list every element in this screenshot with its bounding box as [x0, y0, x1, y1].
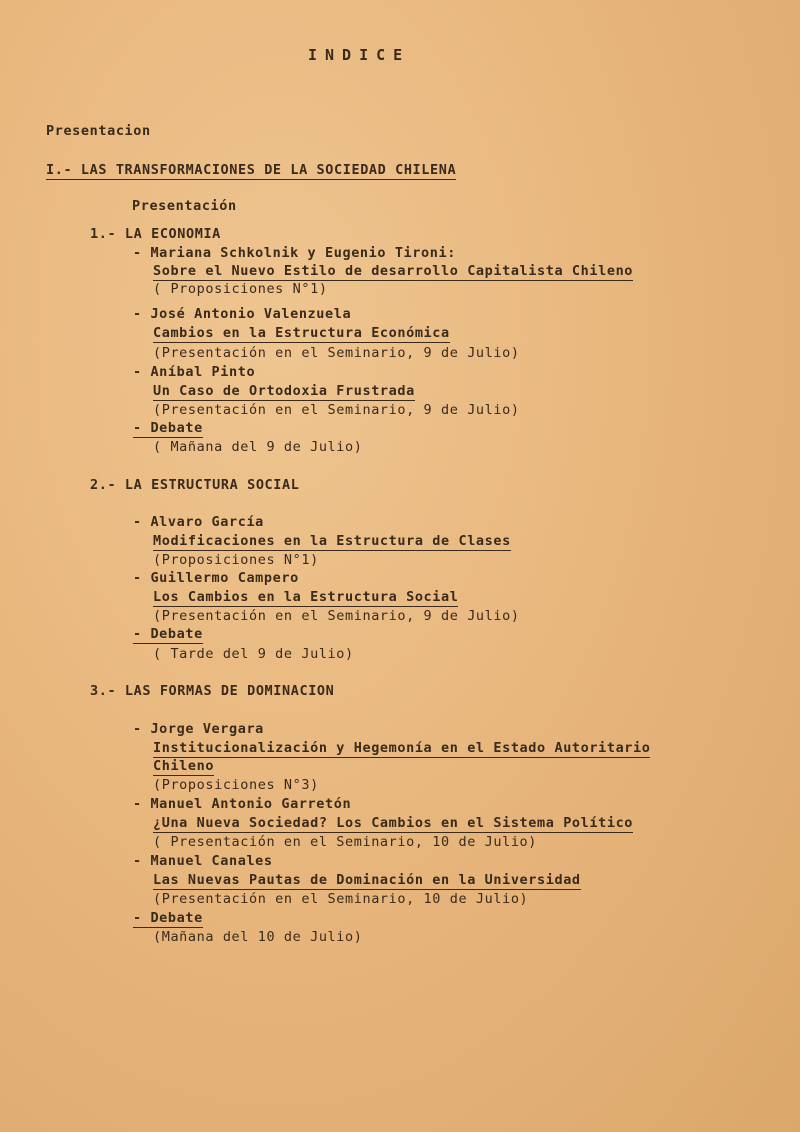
entry-author: - Debate: [133, 626, 203, 642]
entry-note: (Presentación en el Seminario, 10 de Julio): [153, 891, 529, 907]
entry-author: - Manuel Canales: [133, 853, 273, 869]
presentacion-heading: Presentacion: [46, 123, 151, 139]
entry-title: Institucionalización y Hegemonía en el Estado Autoritario: [153, 740, 651, 756]
entry-note: ( Mañana del 9 de Julio): [153, 439, 363, 455]
section1-heading: I.- LAS TRANSFORMACIONES DE LA SOCIEDAD CHILENA: [46, 162, 457, 178]
entry-note: ( Proposiciones N°1): [153, 281, 328, 297]
entry-author: - Aníbal Pinto: [133, 364, 256, 380]
section1-presentacion: Presentación: [132, 198, 237, 214]
entry-author: - Jorge Vergara: [133, 721, 264, 737]
entry-author: - Manuel Antonio Garretón: [133, 796, 352, 812]
entry-title: Las Nuevas Pautas de Dominación en la Universidad: [153, 872, 581, 888]
economia-heading: 1.- LA ECONOMIA: [90, 226, 221, 242]
entry-author: - Alvaro García: [133, 514, 264, 530]
entry-note: (Proposiciones N°3): [153, 777, 319, 793]
entry-author: - Debate: [133, 910, 203, 926]
entry-author: - Mariana Schkolnik y Eugenio Tironi:: [133, 245, 456, 261]
entry-note: (Presentación en el Seminario, 9 de Julio): [153, 402, 520, 418]
entry-title: Cambios en la Estructura Económica: [153, 325, 450, 341]
entry-title: ¿Una Nueva Sociedad? Los Cambios en el Sistema Político: [153, 815, 634, 831]
entry-title: Los Cambios en la Estructura Social: [153, 589, 459, 605]
entry-title: Un Caso de Ortodoxia Frustrada: [153, 383, 415, 399]
entry-author: - Debate: [133, 420, 203, 436]
entry-note: (Mañana del 10 de Julio): [153, 929, 363, 945]
entry-author: - José Antonio Valenzuela: [133, 306, 352, 322]
entry-note: ( Presentación en el Seminario, 10 de Julio): [153, 834, 538, 850]
entry-note: ( Tarde del 9 de Julio): [153, 646, 354, 662]
entry-note: (Presentación en el Seminario, 9 de Julio): [153, 345, 520, 361]
entry-title: Modificaciones en la Estructura de Clases: [153, 533, 511, 549]
entry-author: - Guillermo Campero: [133, 570, 299, 586]
estructura-heading: 2.- LA ESTRUCTURA SOCIAL: [90, 477, 300, 493]
page-title: INDICE: [308, 46, 411, 64]
entry-title: Sobre el Nuevo Estilo de desarrollo Capitalista Chileno: [153, 263, 634, 279]
entry-note: (Proposiciones N°1): [153, 552, 319, 568]
entry-note: (Presentación en el Seminario, 9 de Julio): [153, 608, 520, 624]
entry-title-continued: Chileno: [153, 758, 215, 774]
dominacion-heading: 3.- LAS FORMAS DE DOMINACION: [90, 683, 335, 699]
